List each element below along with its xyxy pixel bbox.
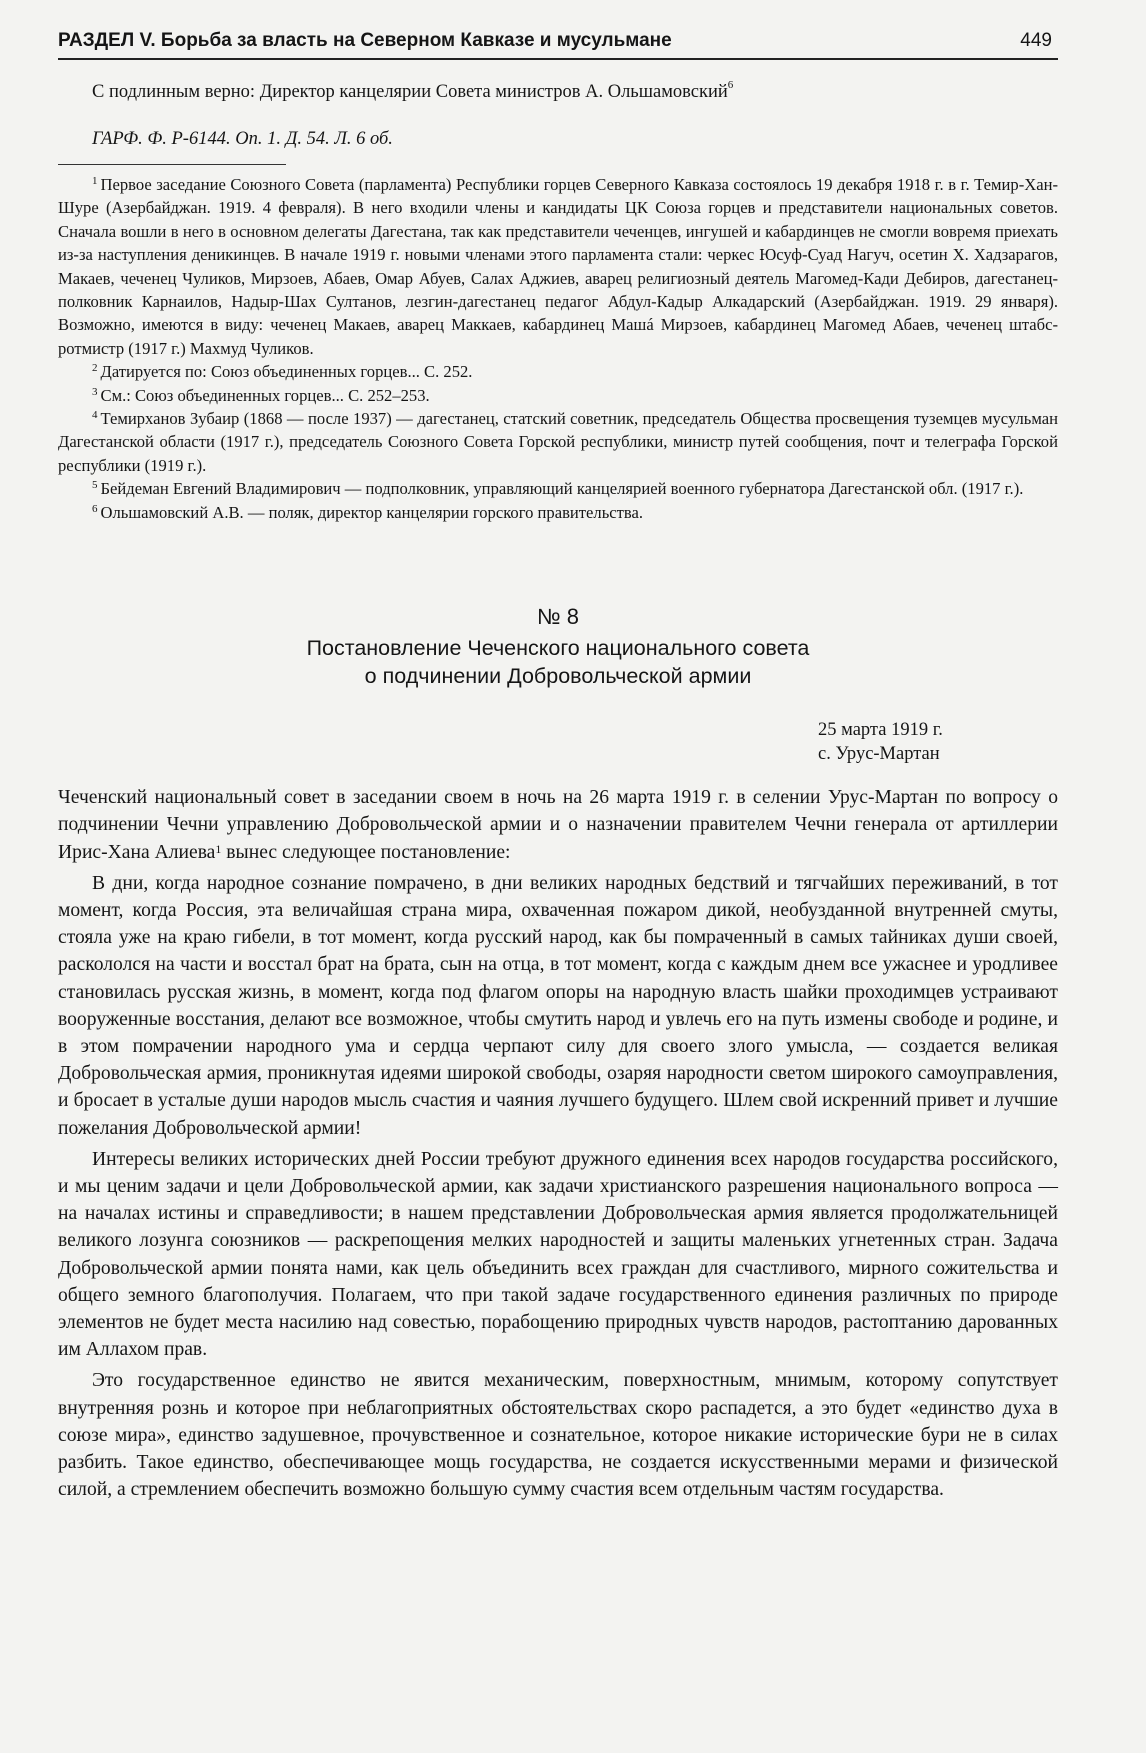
body-intro bbox=[58, 784, 1058, 866]
document-date: 25 марта 1919 г. bbox=[818, 720, 943, 741]
intro-text: Чеченский национальный совет в заседании своем в ночь на 26 марта 1919 г. в селении Урус-Мартан по вопросу о подчинении Чечни управлению Добровольческой армии и о назначении правителем Чечни генерала от артиллерии Ирис-Хана Алиева bbox=[58, 787, 1058, 863]
footnote bbox=[58, 173, 1058, 360]
footnote-number: 3 bbox=[92, 385, 98, 398]
attestation-line bbox=[92, 79, 1058, 103]
footnote bbox=[58, 360, 1058, 383]
book-page bbox=[58, 18, 1058, 1503]
body-paragraph: Это государственное единство не явится механическим, поверхностным, мнимым, которому сопутствует внутренняя рознь и которое при неблагоприятных обстоятельствах скоро распадется, а это будет «единство духа в союзе мира», единство задушевное, прочувственное и сознательное, которое никакие исторические бури не в силах разбить. Такое единство, обеспечивающее мощь государства, не создается искусственными мерами и физической силой, а стремлением обеспечить возможно большую сумму счастия всем отдельным частям государства. bbox=[58, 1370, 1058, 1501]
body-paragraph: В дни, когда народное сознание помрачено, в дни великих народных бедствий и тягчайших переживаний, в тот момент, когда Россия, эта величайшая страна мира, охваченная пожаром дикой, необузданной внутренней смуты, стояла уже на краю гибели, в тот момент, когда русский народ, как бы помраченный в самых тайниках души своей, раскололся на части и восстал брат на брата, сын на отца, в тот момент, когда с каждым днем все ужаснее и уродливее становилась русская жизнь, в момент, когда под флагом опоры на народную власть шайки проходимцев устраивают вооруженные восстания, делают все возможное, чтобы смутить народ и увлечь его на путь измены свободе и родине, и в этом помрачении народного ума и сердца черпают силу для своего злого умысла, — создается великая Добровольческая армия, проникнутая идеями широкой свободы, озаряя народности светом широкого самоуправления, и бросает в усталые души народов мысль счастия и чаяния лучшего будущего. Шлем свой искренний привет и лучшие пожелания Добровольческой армии! bbox=[58, 872, 1058, 1139]
document-title-line: Постановление Чеченского национального совета bbox=[306, 636, 810, 661]
footnote-number: 4 bbox=[92, 409, 98, 422]
footnote-number: 1 bbox=[92, 175, 98, 187]
footnote bbox=[58, 501, 1058, 524]
attestation-text: С подлинным верно: Директор канцелярии Совета министров А. Ольшамовский bbox=[92, 82, 728, 102]
footnote bbox=[58, 384, 1058, 407]
document-title bbox=[58, 634, 1058, 690]
footnotes bbox=[58, 173, 1058, 524]
running-header bbox=[58, 18, 1058, 60]
section-title: РАЗДЕЛ V. Борьба за власть на Северном Кавказе и мусульмане bbox=[58, 30, 672, 51]
document-body bbox=[58, 784, 1058, 1503]
footnote-ref: 6 bbox=[727, 79, 734, 91]
body-paragraph: Интересы великих исторических дней России требуют дружного единения всех народов государства российского, и мы ценим задачи и цели Добровольческой армии, как задачи христианского разрешения национального вопроса — на началах истины и справедливости; в нашем представлении Добровольческая армия является продолжательницей великого лозунга союзников — раскрепощения мелких народностей и защиты маленьких угнетенных стран. Задача Добровольческой армии понята нами, как цель объединить всех граждан для счастливого, мирного сожительства и общего земного благополучия. Полагаем, что при такой задаче государственного единения различных по природе элементов не будет места насилию над совестью, порабощению природных чувств народов, растоптанию дарованных им Аллахом прав. bbox=[58, 1148, 1058, 1361]
footnote bbox=[58, 477, 1058, 500]
date-place bbox=[818, 718, 1058, 766]
footnote-text: Бейдеман Евгений Владимирович — подполковник, управляющий канцелярией военного губернатора Дагестанской обл. (1917 г.). bbox=[100, 479, 1024, 499]
footnote-number: 2 bbox=[92, 362, 98, 375]
footnote-text: Темирханов Зубаир (1868 — после 1937) — дагестанец, статский советник, председатель Общества просвещения туземцев мусульман Дагестанской области (1917 г.), председатель Союзного Совета Горской республики, министр путей сообщения, почт и телеграфа Горской республики (1919 г.). bbox=[58, 409, 1058, 475]
intro-text-end: вынес следующее постановление: bbox=[221, 841, 511, 863]
footnote-text: Ольшамовский А.В. — поляк, директор канцелярии горского правительства. bbox=[100, 502, 644, 522]
document-number: № 8 bbox=[537, 604, 579, 630]
document-place: с. Урус-Мартан bbox=[818, 744, 940, 765]
footnote-number: 6 bbox=[92, 502, 98, 515]
footnote-text: См.: Союз объединенных горцев... С. 252–253. bbox=[100, 385, 430, 405]
document-title-line: о подчинении Добровольческой армии bbox=[364, 664, 752, 689]
footnote-divider bbox=[58, 164, 286, 165]
footnote-number: 5 bbox=[92, 479, 98, 492]
footnote bbox=[58, 407, 1058, 477]
footnote-text: Датируется по: Союз объединенных горцев... С. 252. bbox=[100, 362, 473, 382]
footnote-ref: 1 bbox=[215, 841, 222, 856]
archive-reference: ГАРФ. Ф. Р-6144. Оп. 1. Д. 54. Л. 6 об. bbox=[92, 129, 393, 149]
page-number: 449 bbox=[1020, 30, 1052, 51]
footnote-text: Первое заседание Союзного Совета (парламента) Республики горцев Северного Кавказа состоялось 19 декабря 1918 г. в г. Темир-Хан-Шуре (Азербайджан. 1919. 4 февраля). В него входили члены и кандидаты ЦК Союза горцев и представители национальных советов. Сначала вошли в него в основном делегаты Дагестана, так как представители чеченцев, ингушей и кабардинцев не смогли вовремя приехать из-за наступления деникинцев. В начале 1919 г. новыми членами этого парламента стали: черкес Юсуф-Суад Нагуч, осетин Х. Хадзарагов, Макаев, чеченец Чуликов, Мирзоев, Абаев, Омар Абуев, Салах Аджиев, аварец религиозный деятель Магомед-Кади Дебиров, дагестанец-полковник Карнаилов, Надыр-Шах Султанов, лезгин-дагестанец педагог Абдул-Кадыр Алкадарский (Азербайджан. 1919. 29 января). Возможно, имеются в виду: чеченец Макаев, аварец Маккаев, кабардинец Машá Мирзоев, кабардинец Магомед Абаев, чеченец штабс-ротмистр (1917 г.) Махмуд Чуликов. bbox=[58, 175, 1058, 358]
